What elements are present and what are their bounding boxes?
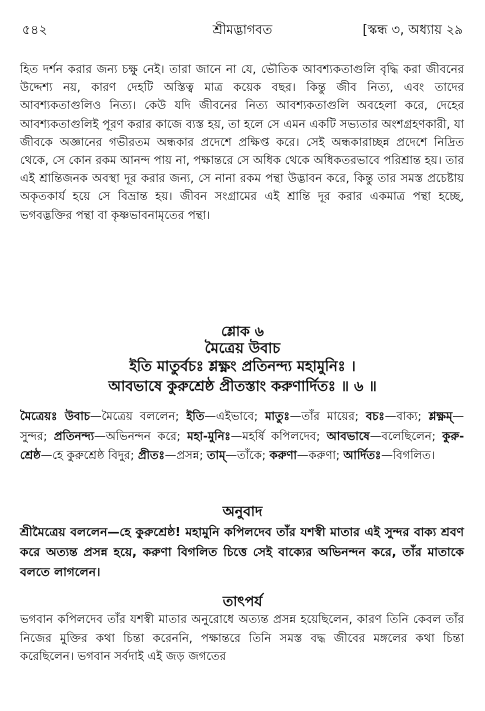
synonym-term: ইতি: [186, 409, 205, 423]
synonym-term: শ্লক্ষ্ণম্: [428, 409, 453, 423]
chapter-reference: [স্কন্ধ ৩, অধ্যায় ২৯: [362, 22, 463, 38]
synonym-meaning: বলেছিলেন;: [381, 428, 436, 443]
synonym-meaning: এইভাবে;: [216, 409, 258, 423]
synonym-term: প্রতিনন্দ্য: [53, 428, 95, 443]
word-for-word-synonyms: মৈত্রেয়ঃ উবাচ—মৈত্রেয় বললেন; ইতি—এইভাবে; মাতুঃ—তাঁর মায়ের; বচঃ—বাক্য; শ্লক্ষ্ণম্—সুন্দর; প্রতিনন্দ্য—অভিনন্দন করে; মহা-মুনিঃ—মহর্ষি কপিলদেব; আবভাষে—বলেছিলেন; কুরু-শ্রেষ্ঠ—হে কুরুশ্রেষ্ঠ বিদুর; প্রীতঃ—প্রসন্ন; তাম্—তাঁকে; করুণা—করুণা; আর্দিতঃ—বিগলিত।: [20, 409, 465, 463]
synonym-meaning: সুন্দর;: [20, 428, 48, 443]
synonym-term: আর্দিতঃ: [343, 448, 382, 463]
synonym-term: মাতুঃ: [265, 409, 290, 423]
purport-text: ভগবান কপিলদেব তাঁর যশস্বী মাতার অনুরোধে অত্যন্ত প্রসন্ন হয়েছিলেন, কারণ তিনি কেবল তাঁর নিজের মুক্তির কথা চিন্তা করেননি, পক্ষান্তরে তিনি সমস্ত বদ্ধ জীবের মঙ্গলের কথা চিন্তা করেছিলেন। ভগবান সর্বদাই এই জড় জগতের: [20, 612, 464, 664]
synonym-term: কুরু-শ্রেষ্ঠ: [20, 428, 465, 463]
synonym-meaning: মৈত্রেয় বললেন;: [101, 409, 180, 423]
page-header: [22, 22, 463, 40]
synonym-term: করুণা: [269, 448, 297, 463]
synonym-meaning: করুণা;: [308, 448, 340, 463]
synonym-meaning: বাক্য;: [396, 409, 422, 423]
synonym-meaning: মহর্ষি কপিলদেব;: [242, 428, 321, 443]
synonym-term: মহা-মুনিঃ: [187, 428, 231, 443]
verse-line-1: ইতি মাতুর্বচঃ শ্লক্ষ্ণং প্রতিনন্দ্য মহামুনিঃ ।: [129, 359, 356, 375]
synonym-meaning: তাঁকে;: [237, 448, 266, 463]
synonym-term: আবভাষে: [326, 428, 370, 443]
synonym-term: মৈত্রেয়ঃ উবাচ: [20, 409, 90, 423]
synonym-meaning: হে কুরুশ্রেষ্ঠ বিদুর;: [52, 448, 135, 463]
synonym-meaning: অভিনন্দন করে;: [105, 428, 181, 443]
synonym-term: বচঃ: [365, 409, 385, 423]
verse-line-2: আবভাষে কুরুশ্রেষ্ঠ প্রীতস্তাং করুণার্দিতঃ ॥ ৬ ॥: [108, 379, 377, 395]
purport-heading: তাৎপর্য: [222, 594, 263, 610]
translation-heading: অনুবাদ: [222, 504, 263, 520]
book-title: শ্রীমদ্ভাগবত: [212, 22, 273, 38]
synonym-meaning: বিগলিত।: [392, 448, 435, 463]
synonym-meaning: তাঁর মায়ের;: [301, 409, 359, 423]
intro-paragraph: হিত দর্শন করার জন্য চক্ষু নেই। তারা জানে না যে, ভৌতিক আবশ্যকতাগুলি বৃদ্ধি করা জীবনের উদ্দেশ্য নয়, কারণ দেহটি অস্তিত্ব মাত্র কয়েক বছর। কিন্তু জীব নিত্য, এবং তাদের আবশ্যকতাগুলিও নিত্য। কেউ যদি জীবনের নিত্য আবশ্যকতাগুলি অবহেলা করে, দেহের আবশ্যকতাগুলিই পূরণ করার কাজে ব্যস্ত হয়, তা হলে সে এমন একটি সভ্যতার অংশগ্রহণকারী, যা জীবকে অজ্ঞানের গভীরতম অন্ধকার প্রদেশে প্রক্ষিপ্ত করে। সেই অন্ধকারাচ্ছন্ন প্রদেশে নিদ্রিত থেকে, সে কোন রকম আনন্দ পায় না, পক্ষান্তরে সে অধিক থেকে অধিকতরভাবে পরিশ্রান্ত হয়। তার এই শ্রান্তিজনক অবস্থা দূর করার জন্য, সে নানা রকম পন্থা উদ্ভাবন করে, কিন্তু তার সমস্ত প্রচেষ্টায় অকৃতকার্য হয়ে সে বিভ্রান্ত হয়। জীবন সংগ্রামের এই শ্রান্তি দূর করার একমাত্র পন্থা হচ্ছে, ভগবদ্ভক্তির পন্থা বা কৃষ্ণভাবনামৃতের পন্থা।: [20, 62, 464, 222]
synonym-meaning: প্রসন্ন;: [176, 448, 204, 463]
synonym-term: প্রীতঃ: [137, 448, 165, 463]
page-number: ৫৪২: [22, 22, 48, 38]
verse-speaker: মৈত্রেয় উবাচ: [204, 341, 281, 357]
translation-text: শ্রীমৈত্রেয় বললেন—হে কুরুশ্রেষ্ঠ! মহামুনি কপিলদেব তাঁর যশস্বী মাতার এই সুন্দর বাক্য শ্রবণ করে অত্যন্ত প্রসন্ন হয়ে, করুণা বিগলিত চিত্তে সেই বাক্যের অভিনন্দন করে, তাঁর মাতাকে বলতে লাগলেন।: [20, 525, 464, 579]
verse-heading: শ্লোক ৬: [221, 324, 264, 340]
synonym-term: তাম্: [206, 448, 226, 463]
